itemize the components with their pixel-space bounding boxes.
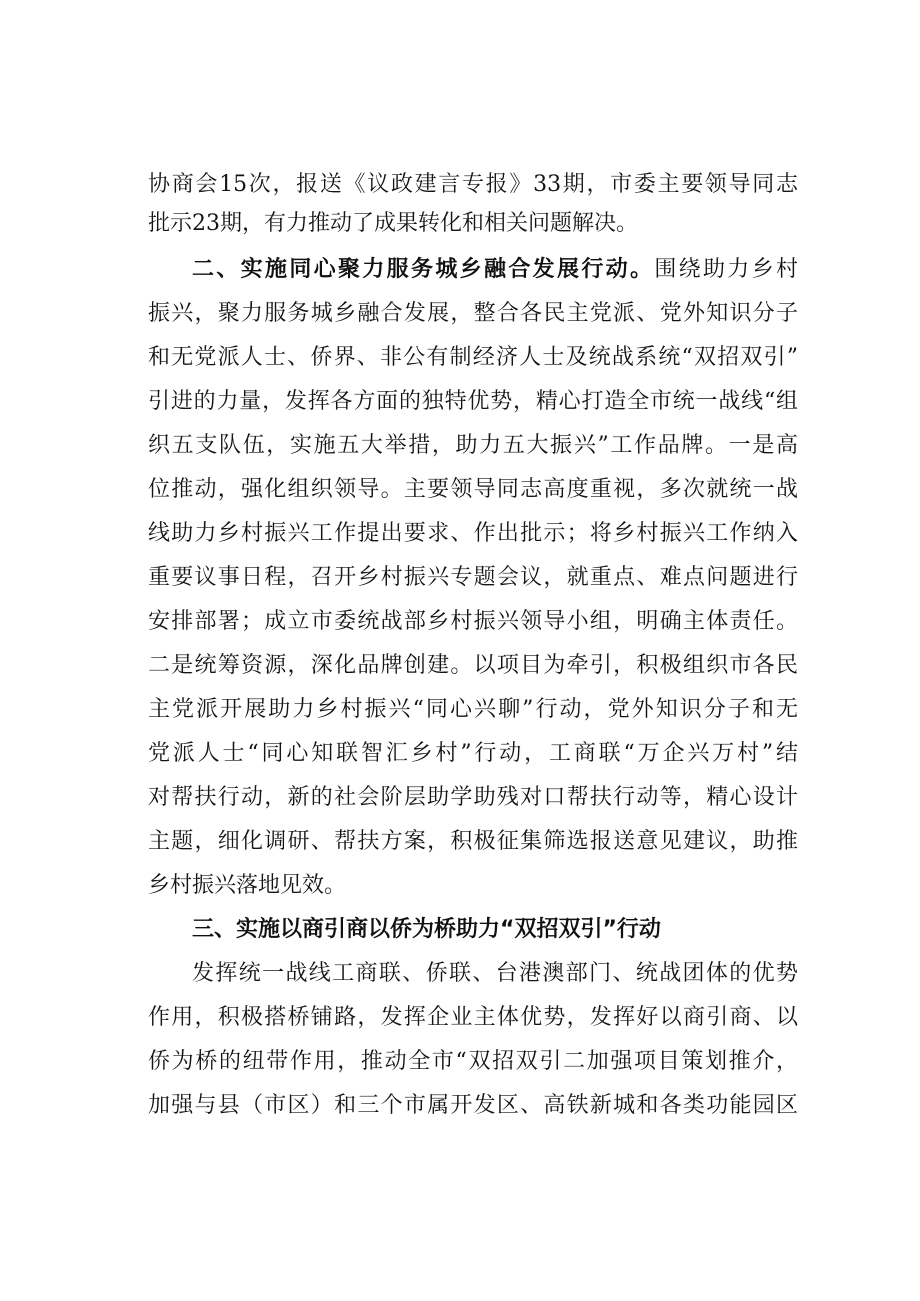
paragraph-line-5: 和无党派人士、侨界、非公有制经济人士及统战系统“双招双引” (148, 345, 798, 370)
section-two-lead-text: 围绕助力乡村 (654, 257, 798, 282)
paragraph-line-4: 振兴，聚力服务城乡融合发展，整合各民主党派、党外知识分子 (148, 301, 798, 326)
paragraph-line-17: 乡村振兴落地见效。 (148, 873, 347, 898)
paragraph-line-12: 二是统筹资源，深化品牌创建。以项目为牵引，积极组织市各民 (148, 653, 798, 678)
paragraph-line-13: 主党派开展助力乡村振兴“同心兴聊”行动，党外知识分子和无 (148, 697, 798, 722)
paragraph-line-10: 重要议事日程，召开乡村振兴专题会议，就重点、难点问题进行 (148, 565, 798, 590)
section-two-first-line (192, 253, 798, 287)
paragraph-line-6: 引进的力量，发挥各方面的独特优势，精心打造全市统一战线“组 (148, 389, 798, 414)
paragraph-line-1: 协商会15次，报送《议政建言专报》33期，市委主要领导同志 (148, 172, 798, 197)
section-two-heading: 二、实施同心聚力服务城乡融合发展行动。 (192, 257, 655, 282)
paragraph-line-22: 加强与县（市区）和三个市属开发区、高铁新城和各类功能园区 (148, 1093, 798, 1118)
paragraph-line-2: 批示23期，有力推动了成果转化和相关问题解决。 (148, 211, 638, 236)
paragraph-line-14: 党派人士“同心知联智汇乡村”行动，工商联“万企兴万村”结 (148, 741, 798, 766)
paragraph-line-11: 安排部署；成立市委统战部乡村振兴领导小组，明确主体责任。 (148, 609, 798, 634)
paragraph-line-20: 作用，积极搭桥铺路，发挥企业主体优势，发挥好以商引商、以 (148, 1005, 798, 1030)
section-three-heading: 三、实施以商引商以侨为桥助力“双招双引”行动 (192, 917, 661, 942)
paragraph-line-19: 发挥统一战线工商联、侨联、台港澳部门、统战团体的优势 (192, 961, 798, 986)
paragraph-line-15: 对帮扶行动，新的社会阶层助学助残对口帮扶行动等，精心设计 (148, 785, 798, 810)
paragraph-line-16: 主题，细化调研、帮扶方案，积极征集筛选报送意见建议，助推 (148, 829, 798, 854)
paragraph-line-21: 侨为桥的纽带作用，推动全市“双招双引二加强项目策划推介， (148, 1049, 798, 1074)
paragraph-line-7: 织五支队伍，实施五大举措，助力五大振兴”工作品牌。一是高 (148, 433, 798, 458)
paragraph-line-9: 线助力乡村振兴工作提出要求、作出批示；将乡村振兴工作纳入 (148, 521, 798, 546)
paragraph-line-8: 位推动，强化组织领导。主要领导同志高度重视，多次就统一战 (148, 477, 798, 502)
